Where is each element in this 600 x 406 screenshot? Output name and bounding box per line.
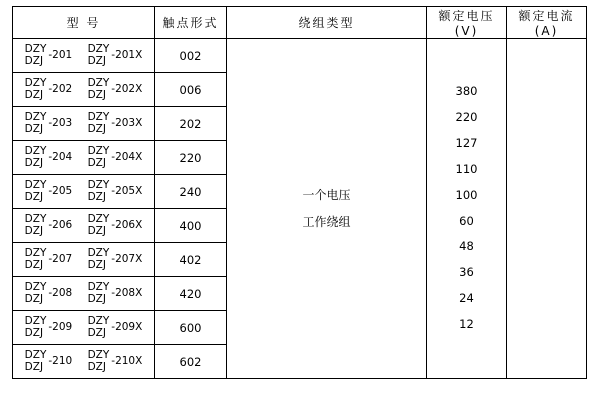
model-pair-right (88, 282, 143, 304)
model-prefix-dzy: DZY (24, 111, 47, 124)
model-prefix-dzy: DZY (87, 213, 110, 226)
table-row (13, 39, 587, 73)
model-pair-right (88, 316, 143, 338)
model-suffix-x: -208X (111, 286, 143, 299)
model-pair-right (88, 146, 143, 168)
rated-current-cell (507, 39, 587, 379)
winding-line-1: 一个电压 (302, 188, 351, 203)
model-pair-left (25, 350, 73, 372)
model-suffix: -209 (48, 320, 73, 333)
model-prefix-dzy: DZY (24, 77, 47, 90)
model-pair-right (88, 214, 143, 236)
model-prefix-dzj: DZJ (24, 122, 44, 135)
contact-form-value: 240 (155, 175, 227, 209)
voltage-value: 48 (459, 239, 474, 254)
model-prefix-dzy: DZY (24, 315, 47, 328)
voltage-value: 100 (455, 187, 478, 202)
model-pair-left (25, 112, 73, 134)
model-pair-left (25, 180, 73, 202)
model-suffix: -208 (48, 286, 73, 299)
model-suffix: -201 (48, 48, 73, 61)
model-pair-left (25, 44, 73, 66)
relay-spec-table (12, 6, 587, 379)
model-prefix-dzy: DZY (87, 179, 110, 192)
contact-form-value: 006 (155, 73, 227, 107)
model-pair-right (88, 180, 143, 202)
model-pair-left (25, 282, 73, 304)
voltage-value: 380 (455, 84, 478, 99)
model-suffix: -203 (48, 116, 73, 129)
rated-voltage-cell (427, 39, 507, 379)
model-cell (13, 141, 155, 175)
model-pair-left (25, 78, 73, 100)
model-pair-right (88, 248, 143, 270)
model-prefix-dzy: DZY (87, 77, 110, 90)
model-prefix-dzj: DZJ (87, 88, 106, 101)
contact-form-value: 220 (155, 141, 227, 175)
model-pair-left (25, 146, 73, 168)
table-header-row (13, 7, 587, 39)
model-prefix-dzy: DZY (24, 145, 47, 158)
model-suffix: -207 (48, 252, 73, 265)
header-rated-voltage: 额定电压(V) (427, 7, 507, 39)
model-suffix: -206 (48, 218, 73, 231)
model-prefix-dzj: DZJ (24, 190, 44, 203)
voltage-value: 60 (459, 213, 474, 228)
contact-form-value: 400 (155, 209, 227, 243)
model-prefix-dzj: DZJ (24, 258, 44, 271)
model-cell (13, 39, 155, 73)
model-cell (13, 175, 155, 209)
model-prefix-dzj: DZJ (87, 156, 106, 169)
model-pair-left (25, 316, 73, 338)
winding-line-2: 工作绕组 (302, 214, 351, 229)
voltage-value: 36 (459, 265, 474, 280)
model-suffix-x: -204X (111, 150, 143, 163)
model-suffix-x: -205X (111, 184, 143, 197)
contact-form-value: 420 (155, 277, 227, 311)
model-suffix-x: -201X (111, 48, 143, 61)
model-suffix: -205 (48, 184, 73, 197)
model-prefix-dzy: DZY (24, 43, 47, 56)
model-prefix-dzy: DZY (87, 247, 110, 260)
contact-form-value: 002 (155, 39, 227, 73)
model-prefix-dzj: DZJ (87, 190, 106, 203)
model-suffix-x: -206X (111, 218, 143, 231)
model-suffix-x: -203X (111, 116, 143, 129)
winding-type-cell (227, 39, 427, 379)
header-rated-current: 额定电流(A) (507, 7, 587, 39)
model-cell (13, 209, 155, 243)
model-prefix-dzj: DZJ (24, 326, 44, 339)
contact-form-value: 602 (155, 345, 227, 379)
contact-form-value: 202 (155, 107, 227, 141)
model-prefix-dzj: DZJ (24, 88, 44, 101)
model-prefix-dzj: DZJ (87, 122, 106, 135)
model-prefix-dzj: DZJ (87, 54, 106, 67)
model-prefix-dzy: DZY (87, 145, 110, 158)
model-suffix: -204 (48, 150, 73, 163)
model-prefix-dzj: DZJ (24, 54, 44, 67)
voltage-value: 12 (459, 317, 474, 331)
model-prefix-dzj: DZJ (87, 326, 106, 339)
model-prefix-dzy: DZY (24, 213, 47, 226)
model-cell (13, 107, 155, 141)
model-pair-right (88, 44, 143, 66)
model-pair-left (25, 248, 73, 270)
header-model: 型 号 (13, 7, 155, 39)
model-prefix-dzy: DZY (87, 315, 110, 328)
model-cell (13, 311, 155, 345)
model-prefix-dzy: DZY (87, 349, 110, 362)
model-prefix-dzy: DZY (24, 281, 47, 294)
voltage-value: 110 (455, 161, 478, 176)
model-suffix-x: -210X (111, 354, 143, 367)
model-prefix-dzy: DZY (24, 349, 47, 362)
model-prefix-dzy: DZY (87, 43, 110, 56)
voltage-value: 127 (455, 135, 478, 150)
model-prefix-dzj: DZJ (24, 292, 44, 305)
model-prefix-dzy: DZY (87, 281, 110, 294)
model-prefix-dzy: DZY (24, 179, 47, 192)
spec-table-page (0, 6, 600, 406)
model-prefix-dzj: DZJ (87, 224, 106, 237)
model-suffix: -202 (48, 82, 73, 95)
model-cell (13, 73, 155, 107)
model-prefix-dzj: DZJ (87, 258, 106, 271)
model-prefix-dzj: DZJ (24, 156, 44, 169)
header-winding-type: 绕组类型 (227, 7, 427, 39)
model-suffix-x: -209X (111, 320, 143, 333)
contact-form-value: 600 (155, 311, 227, 345)
model-prefix-dzj: DZJ (24, 224, 44, 237)
model-suffix-x: -202X (111, 82, 143, 95)
model-prefix-dzy: DZY (87, 111, 110, 124)
model-cell (13, 243, 155, 277)
model-cell (13, 345, 155, 379)
model-pair-right (88, 78, 143, 100)
header-contact-form: 触点形式 (155, 7, 227, 39)
voltage-value: 24 (459, 291, 474, 306)
model-pair-left (25, 214, 73, 236)
model-cell (13, 277, 155, 311)
contact-form-value: 402 (155, 243, 227, 277)
model-prefix-dzy: DZY (24, 247, 47, 260)
model-prefix-dzj: DZJ (87, 360, 106, 373)
model-suffix-x: -207X (111, 252, 143, 265)
model-pair-right (88, 112, 143, 134)
model-pair-right (88, 350, 143, 372)
voltage-value: 220 (455, 110, 478, 124)
model-prefix-dzj: DZJ (24, 360, 44, 373)
model-suffix: -210 (48, 354, 73, 367)
model-prefix-dzj: DZJ (87, 292, 106, 305)
